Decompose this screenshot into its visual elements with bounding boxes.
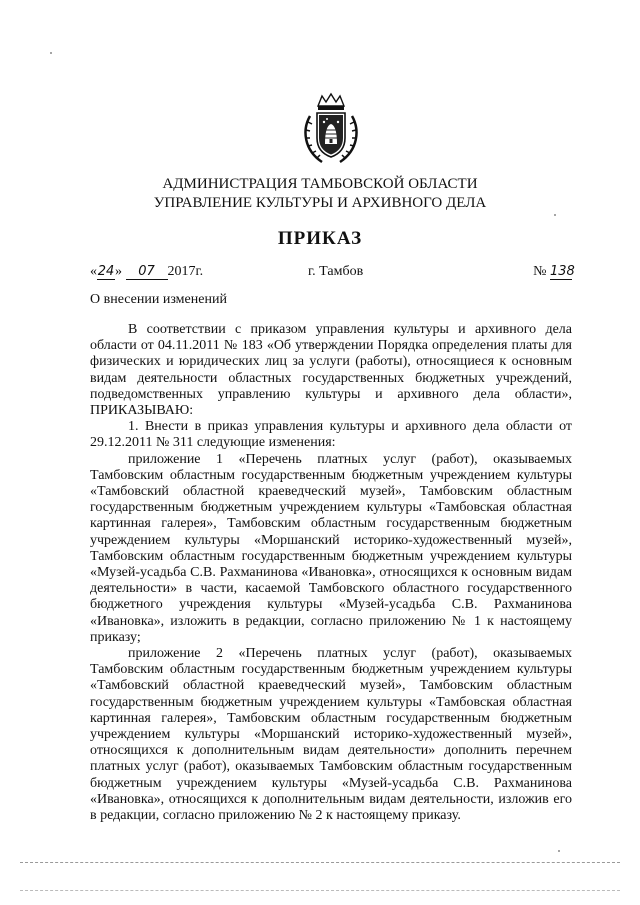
scan-speck [558,850,560,852]
appendix-2-paragraph: приложение 2 «Перечень платных услуг (работ), оказываемых Тамбовским областным государственным бюджетным учреждением культуры «Тамбовский областной краеведческий музей», Тамбовским областным государственным бюджетным учреждением культуры «Тамбовская областная картинная галерея», Тамбовским областным государственным бюджетным учреждением культуры «Моршанский историко-художественный музей», относящихся к дополнительным видам деятельности» дополнить перечнем платных услуг (работ), оказываемых Тамбовским областным государственным бюджетным учреждением культуры «Музей-усадьба С.В. Рахманинова «Ивановка», относящихся к дополнительным видам деятельности, изложив его в редакции, согласно приложению № 2 к настоящему приказу. [90,646,572,824]
date-month: 07 [126,264,168,280]
order-body [90,322,572,824]
number-label: № [533,264,547,279]
appendix-1-paragraph: приложение 1 «Перечень платных услуг (работ), оказываемых Тамбовским областным государственным бюджетным учреждением культуры «Тамбовский областной краеведческий музей», Тамбовским областным государственным бюджетным учреждением культуры «Тамбовская областная картинная галерея», Тамбовским областным государственным бюджетным учреждением культуры «Моршанский историко-художественный музей», Тамбовским областным государственным бюджетным учреждением культуры «Музей-усадьба С.В. Рахманинова «Ивановка», относящихся к основным видам деятельности» в части, касаемой Тамбовского областного государственного бюджетного учреждения культуры «Музей-усадьба С.В. Рахманинова «Ивановка», изложить в редакции, согласно приложению № 1 к настоящему приказу; [90,451,572,645]
coat-of-arms-icon [300,92,362,166]
date-line [90,264,575,284]
department-name: УПРАВЛЕНИЕ КУЛЬТУРЫ И АРХИВНОГО ДЕЛА [153,195,487,211]
date-close-quote: » [115,264,122,279]
document-title: ПРИКАЗ [277,228,363,249]
date-open-quote: « [90,264,97,279]
organization-name: АДМИНИСТРАЦИЯ ТАМБОВСКОЙ ОБЛАСТИ [162,176,478,192]
scan-speck [554,214,556,216]
bottom-divider [20,862,620,863]
scan-speck [50,52,52,54]
preamble-paragraph: В соответствии с приказом управления культуры и архивного дела области от 04.11.2011 № 183 «Об утверждении Порядка определения платы для физических и юридических лиц за услуги (работы), относящиеся к основным видам деятельности областных государственных бюджетных учреждений, подведомственных управлению культуры и архивного дела области», ПРИКАЗЫВАЮ: [90,322,572,419]
item-1-paragraph: 1. Внести в приказ управления культуры и архивного дела области от 29.12.2011 № 311 следующие изменения: [90,419,572,451]
number-value: 138 [550,264,575,279]
city-name: г. Тамбов [308,264,364,279]
order-subject: О внесении изменений [90,292,227,307]
bottom-divider-secondary [20,890,620,891]
date-year: 2017г. [167,264,204,279]
order-number [533,264,575,280]
date-day: 24 [97,264,115,279]
order-date [90,264,203,280]
